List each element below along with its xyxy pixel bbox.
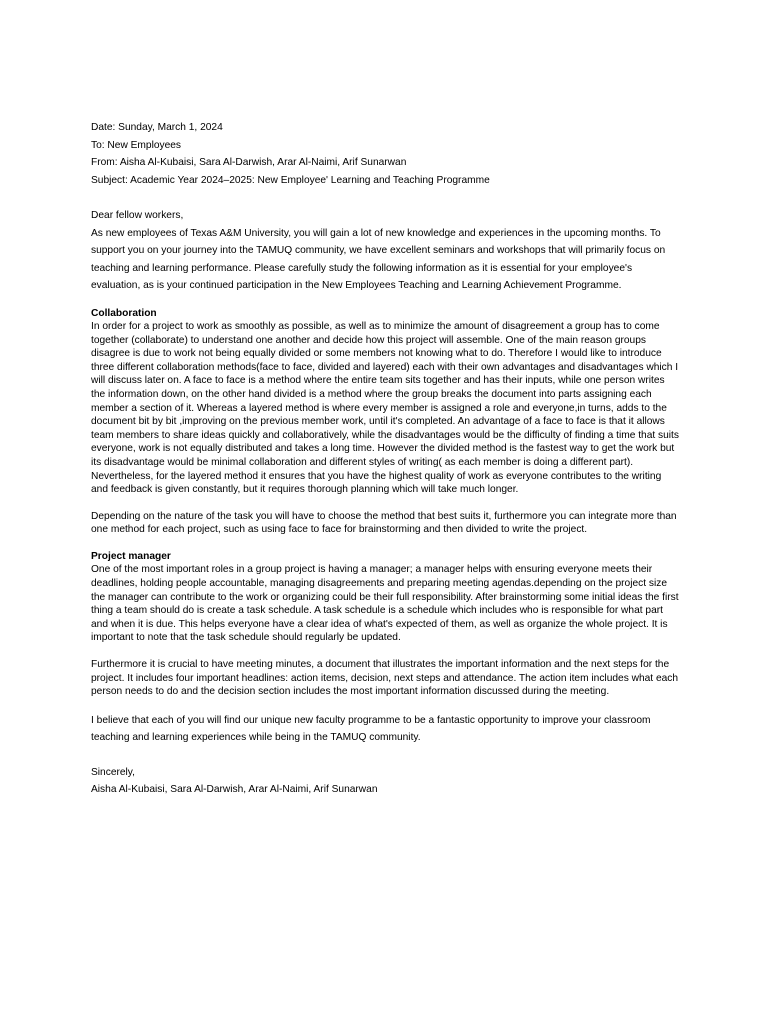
spacer (91, 189, 681, 207)
memo-document (91, 119, 681, 799)
memo-to: To: New Employees (91, 139, 182, 151)
collaboration-paragraph-2: Depending on the nature of the task you will have to choose the method that best suits it, furthermore you can integrate more than one method for each project, such as using face to face for brainstorming and then divided to write the project. (91, 510, 677, 536)
memo-from: From: Aisha Al-Kubaisi, Sara Al-Darwish, Arar Al-Naimi, Arif Sunarwan (91, 157, 407, 168)
project-manager-paragraph-2: Furthermore it is crucial to have meeting minutes, a document that illustrates the important information and the next steps for the project. It includes four important headlines: action items, decision, next steps and attendance. The action item includes what each person needs to do and the decision section includes the most important information discussed during the meeting. (91, 658, 679, 698)
signatories: Aisha Al-Kubaisi, Sara Al-Darwish, Arar Al-Naimi, Arif Sunarwan (91, 784, 378, 796)
spacer (91, 295, 681, 307)
memo-subject: Subject: Academic Year 2024–2025: New Employee' Learning and Teaching Programme (91, 174, 490, 186)
collaboration-paragraph-1: In order for a project to work as smoothly as possible, as well as to minimize the amount of disagreement a group has to come together (collaborate) to understand one another and decide how this project will assemble. One of the main reason groups disagree is due to work not being equally divided or some members not knowing what to do. Therefore I would like to introduce three different collaboration methods(face to face, divided and layered) each with their own advantages and disadvantages which I will discuss later on. A face to face is a method where the entire team sits together and has their inputs, while one person writes the information down, on the other hand divided is a method where the group breaks the document into parts assigning each member a section of it. Whereas a layered method is where every member is assigned a role and everyone,in turns, adds to the document bit by bit ,improving on the previous member work, until it's completed. An advantage of a face to face is that it allows team members to share ideas quickly and collaboratively, while the disadvantages would be the difficulty of finding a time that suits everyone, work is not equally distributed and takes a long time. However the divided method is the fastest way to get the work but its disadvantage would be minimal collaboration and different styles of writing( as each member is doing a different part). Nevertheless, for the layered method it ensures that you have the highest quality of work as everyone contributes to the writing and feedback is given constantly, but it requires thorough planning which will take much longer. (91, 321, 679, 496)
closing-paragraph: I believe that each of you will find our unique new faculty programme to be a fantastic opportunity to improve your classroom teaching and learning experiences while being in the TAMUQ community. (91, 714, 651, 744)
project-manager-paragraph-1: One of the most important roles in a group project is having a manager; a manager helps with ensuring everyone meets their deadlines, holding people accountable, managing disagreements and preparing meeting agendas.depending on the project size the manager can contribute to the work or organizing could be their full responsibility. After brainstorming some initial ideas the first thing a team should do is create a task schedule. A task schedule is a schedule which includes who is responsible for what part and when it is due. This helps everyone have a clear idea of what's expected of them, as well as organize the whole project. It is important to note that the task schedule should regularly be updated. (91, 564, 679, 644)
spacer (91, 747, 681, 764)
project-manager-heading: Project manager (91, 550, 171, 562)
sign-off: Sincerely, (91, 766, 135, 778)
memo-date: Date: Sunday, March 1, 2024 (91, 122, 223, 133)
spacer (91, 645, 681, 658)
greeting: Dear fellow workers, (91, 210, 184, 221)
spacer (91, 537, 681, 550)
spacer (91, 497, 681, 510)
spacer (91, 699, 681, 712)
intro-paragraph: As new employees of Texas A&M University, you will gain a lot of new knowledge and experiences in the upcoming months. To support you on your journey into the TAMUQ community, we have excellent seminars and workshops that will primarily focus on teaching and learning performance. Please carefully study the following information as it is essential for your employee's evaluation, as is your continued participation in the New Employees Teaching and Learning Achievement Programme. (91, 227, 666, 291)
collaboration-heading: Collaboration (91, 307, 157, 319)
